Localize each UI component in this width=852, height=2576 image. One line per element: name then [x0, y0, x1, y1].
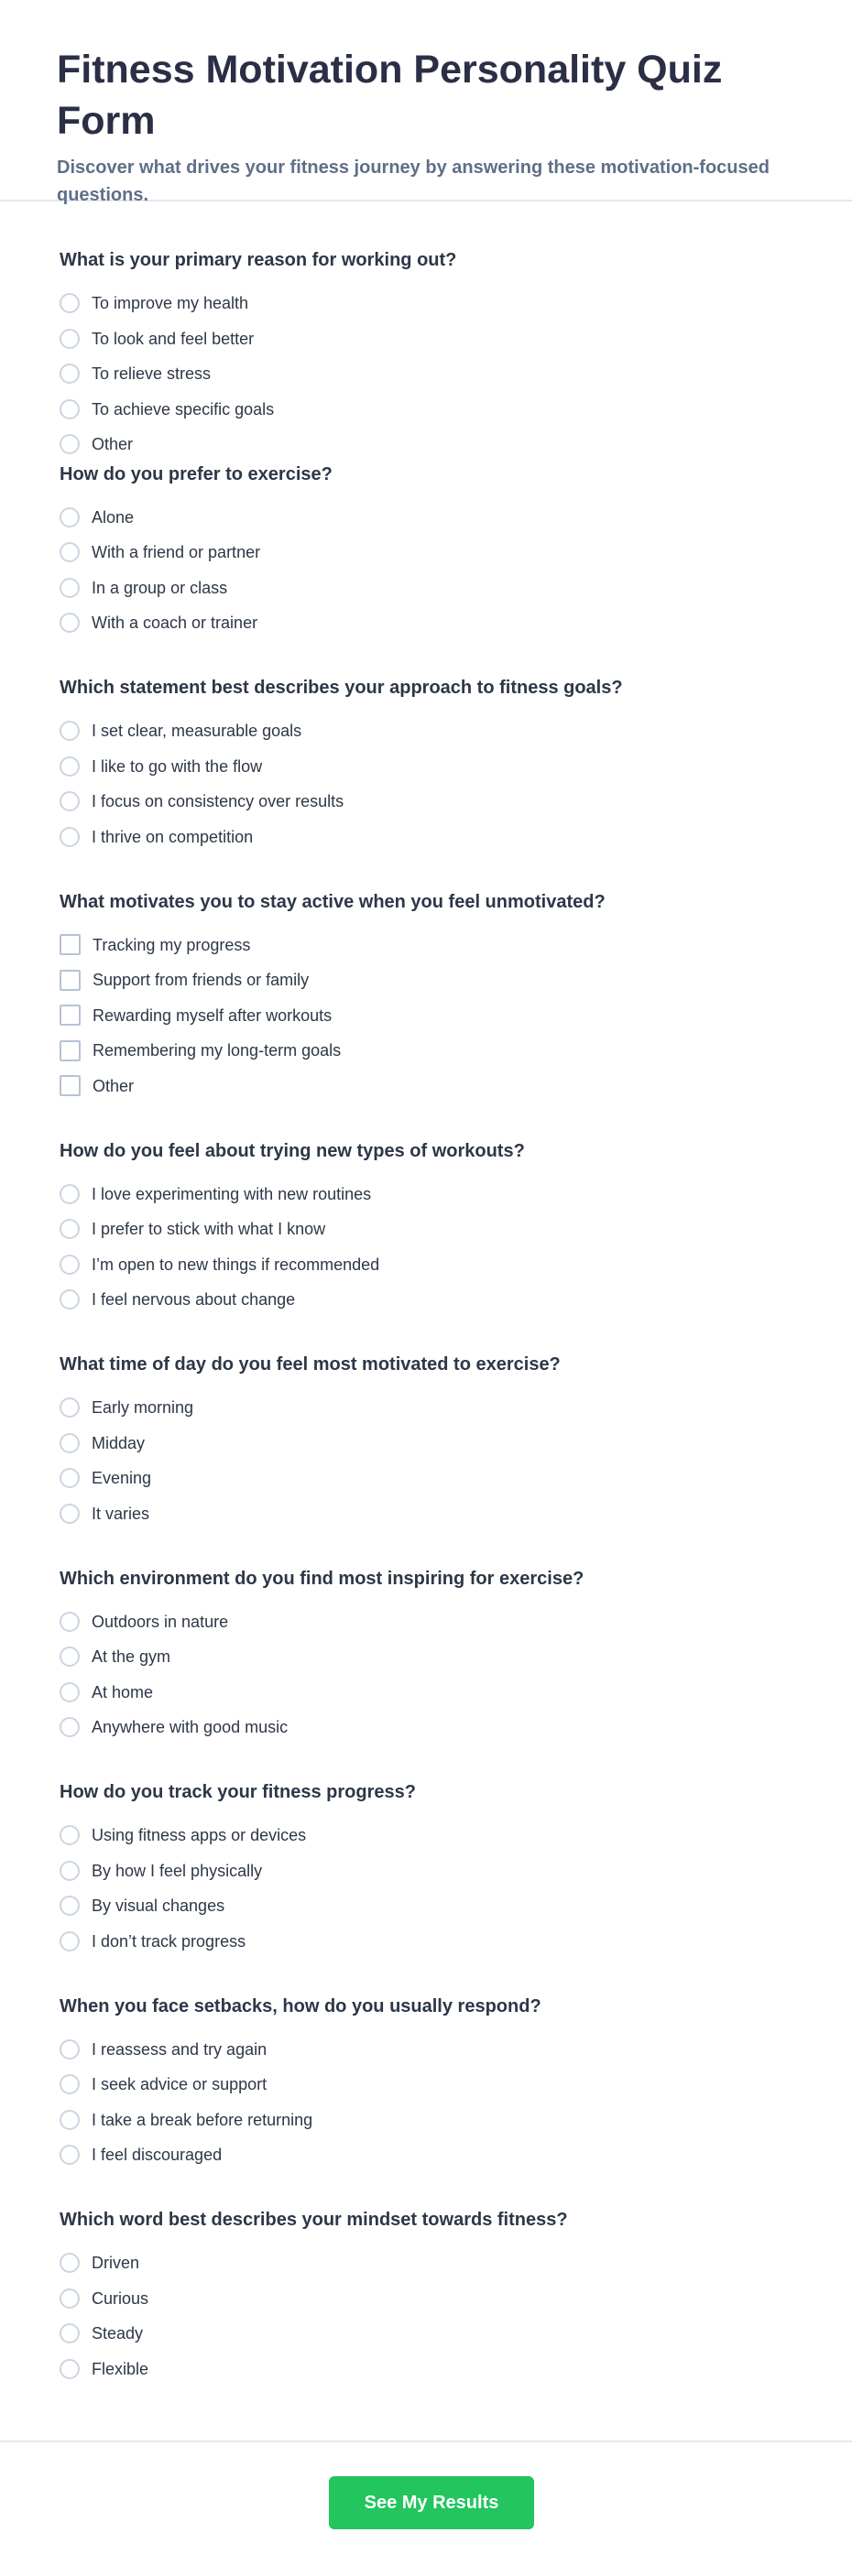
- option-label: I don’t track progress: [92, 1931, 246, 1951]
- radio-option[interactable]: [60, 392, 792, 428]
- radio-option[interactable]: [60, 427, 792, 462]
- page-title: Fitness Motivation Personality Quiz Form: [57, 48, 723, 143]
- radio-button[interactable]: [60, 1717, 80, 1737]
- radio-option[interactable]: [60, 1496, 792, 1532]
- radio-button[interactable]: [60, 791, 80, 811]
- question-stay-active-motivators: [60, 889, 792, 1138]
- radio-button[interactable]: [60, 613, 80, 633]
- question-new-workouts: [60, 1138, 792, 1353]
- option-label: To improve my health: [92, 294, 249, 313]
- checkbox-option[interactable]: [60, 1033, 792, 1069]
- option-label: At home: [92, 1682, 154, 1701]
- question-text: How do you feel about trying new types of workouts?: [60, 1140, 525, 1161]
- radio-option[interactable]: [60, 1924, 792, 1960]
- radio-button[interactable]: [60, 2039, 80, 2060]
- radio-button[interactable]: [60, 1468, 80, 1488]
- radio-option[interactable]: [60, 571, 792, 606]
- radio-option[interactable]: [60, 1426, 792, 1462]
- radio-button[interactable]: [60, 1682, 80, 1702]
- radio-option[interactable]: [60, 535, 792, 571]
- option-label: Anywhere with good music: [92, 1718, 289, 1737]
- radio-option[interactable]: [60, 2067, 792, 2103]
- radio-option[interactable]: [60, 1639, 792, 1675]
- question-text: When you face setbacks, how do you usually respond?: [60, 1995, 541, 2016]
- question-track-progress: [60, 1779, 792, 1994]
- option-label: I feel nervous about change: [92, 1290, 296, 1310]
- question-text: What time of day do you feel most motivated to exercise?: [60, 1354, 561, 1375]
- page-subtitle: Discover what drives your fitness journey by answering these motivation-focused questions.: [57, 158, 770, 205]
- question-environment: [60, 1566, 792, 1780]
- option-label: Driven: [92, 2254, 140, 2273]
- question-text: How do you prefer to exercise?: [60, 463, 333, 484]
- radio-option[interactable]: [60, 321, 792, 357]
- checkbox[interactable]: [60, 970, 81, 991]
- option-label: With a coach or trainer: [92, 614, 258, 633]
- radio-button[interactable]: [60, 756, 80, 777]
- option-label: Alone: [92, 507, 135, 527]
- radio-button[interactable]: [60, 1433, 80, 1453]
- radio-option[interactable]: [60, 1212, 792, 1247]
- question-text: How do you track your fitness progress?: [60, 1782, 416, 1802]
- radio-button[interactable]: [60, 1255, 80, 1275]
- option-label: Rewarding myself after workouts: [93, 1005, 333, 1025]
- option-label: To relieve stress: [92, 364, 212, 384]
- radio-option[interactable]: [60, 1853, 792, 1889]
- radio-button[interactable]: [60, 542, 80, 562]
- question-time-of-day: [60, 1352, 792, 1566]
- option-label: At the gym: [92, 1647, 171, 1667]
- form-header: [0, 0, 852, 205]
- checkbox[interactable]: [60, 934, 81, 955]
- option-label: Other: [92, 435, 134, 454]
- radio-button[interactable]: [60, 721, 80, 741]
- question-primary-reason: [60, 247, 792, 462]
- option-label: Curious: [92, 2288, 149, 2308]
- radio-option[interactable]: [60, 1461, 792, 1496]
- radio-option[interactable]: [60, 1282, 792, 1318]
- radio-button[interactable]: [60, 1184, 80, 1204]
- option-label: It varies: [92, 1504, 150, 1523]
- radio-option[interactable]: [60, 2137, 792, 2173]
- radio-button[interactable]: [60, 2110, 80, 2130]
- option-label: By how I feel physically: [92, 1861, 263, 1880]
- checkbox[interactable]: [60, 1075, 81, 1096]
- radio-button[interactable]: [60, 1397, 80, 1418]
- form-footer: [0, 2440, 852, 2576]
- option-label: I reassess and try again: [92, 2039, 268, 2059]
- checkbox[interactable]: [60, 1040, 81, 1061]
- questions-list: [0, 201, 852, 2421]
- radio-button[interactable]: [60, 364, 80, 384]
- radio-button[interactable]: [60, 2323, 80, 2343]
- option-label: I love experimenting with new routines: [92, 1184, 372, 1203]
- question-exercise-preference: [60, 462, 792, 676]
- radio-option[interactable]: [60, 1177, 792, 1212]
- radio-button[interactable]: [60, 293, 80, 313]
- option-label: Outdoors in nature: [92, 1612, 229, 1631]
- radio-button[interactable]: [60, 1612, 80, 1632]
- option-label: Midday: [92, 1433, 146, 1452]
- option-label: I focus on consistency over results: [92, 792, 344, 811]
- radio-button[interactable]: [60, 507, 80, 527]
- radio-button[interactable]: [60, 1219, 80, 1239]
- radio-option[interactable]: [60, 713, 792, 749]
- option-label: I prefer to stick with what I know: [92, 1220, 326, 1239]
- radio-button[interactable]: [60, 434, 80, 454]
- option-label: Flexible: [92, 2359, 149, 2378]
- radio-option[interactable]: [60, 2245, 792, 2281]
- question-mindset-word: [60, 2207, 792, 2421]
- radio-option[interactable]: [60, 500, 792, 536]
- radio-option[interactable]: [60, 2281, 792, 2317]
- radio-option[interactable]: [60, 2103, 792, 2138]
- option-label: I set clear, measurable goals: [92, 722, 302, 741]
- radio-option[interactable]: [60, 1710, 792, 1745]
- option-label: To achieve specific goals: [92, 399, 275, 418]
- radio-option[interactable]: [60, 1818, 792, 1853]
- radio-button[interactable]: [60, 1647, 80, 1667]
- option-label: Other: [93, 1076, 135, 1095]
- radio-option[interactable]: [60, 356, 792, 392]
- option-label: In a group or class: [92, 578, 228, 597]
- radio-button[interactable]: [60, 1504, 80, 1524]
- radio-button[interactable]: [60, 578, 80, 598]
- radio-option[interactable]: [60, 286, 792, 321]
- option-label: Tracking my progress: [93, 935, 251, 954]
- question-text: What motivates you to stay active when you feel unmotivated?: [60, 891, 606, 912]
- radio-button[interactable]: [60, 329, 80, 349]
- option-label: Support from friends or family: [93, 971, 310, 990]
- radio-button[interactable]: [60, 1931, 80, 1951]
- radio-option[interactable]: [60, 1390, 792, 1426]
- radio-button[interactable]: [60, 1896, 80, 1916]
- option-label: Using fitness apps or devices: [92, 1826, 307, 1845]
- radio-button[interactable]: [60, 2359, 80, 2379]
- option-label: With a friend or partner: [92, 543, 261, 562]
- radio-option[interactable]: [60, 2316, 792, 2352]
- question-text: What is your primary reason for working out?: [60, 250, 457, 270]
- checkbox-option[interactable]: [60, 928, 792, 963]
- checkbox-option[interactable]: [60, 998, 792, 1034]
- checkbox-option[interactable]: [60, 962, 792, 998]
- question-setbacks: [60, 1994, 792, 2208]
- radio-button[interactable]: [60, 1825, 80, 1845]
- radio-option[interactable]: [60, 2032, 792, 2068]
- radio-button[interactable]: [60, 1861, 80, 1881]
- radio-option[interactable]: [60, 1604, 792, 1640]
- question-text: Which environment do you find most inspiring for exercise?: [60, 1568, 584, 1589]
- radio-button[interactable]: [60, 2074, 80, 2094]
- checkbox[interactable]: [60, 1005, 81, 1026]
- radio-button[interactable]: [60, 827, 80, 847]
- question-text: Which statement best describes your approach to fitness goals?: [60, 678, 623, 698]
- question-goal-approach: [60, 675, 792, 889]
- option-label: I feel discouraged: [92, 2146, 223, 2165]
- radio-option[interactable]: [60, 749, 792, 785]
- radio-option[interactable]: [60, 1675, 792, 1711]
- radio-option[interactable]: [60, 605, 792, 641]
- option-label: I take a break before returning: [92, 2110, 313, 2129]
- radio-button[interactable]: [60, 2253, 80, 2273]
- option-label: I like to go with the flow: [92, 756, 263, 776]
- radio-option[interactable]: [60, 820, 792, 855]
- option-label: I’m open to new things if recommended: [92, 1255, 380, 1274]
- radio-option[interactable]: [60, 2352, 792, 2387]
- option-label: I thrive on competition: [92, 827, 254, 846]
- option-label: To look and feel better: [92, 329, 255, 348]
- see-results-button[interactable]: See My Results: [329, 2476, 534, 2529]
- radio-button[interactable]: [60, 399, 80, 419]
- radio-option[interactable]: [60, 1247, 792, 1283]
- checkbox-option[interactable]: [60, 1069, 792, 1104]
- radio-option[interactable]: [60, 1888, 792, 1924]
- option-label: By visual changes: [92, 1897, 225, 1916]
- radio-button[interactable]: [60, 2145, 80, 2165]
- radio-option[interactable]: [60, 784, 792, 820]
- radio-button[interactable]: [60, 2288, 80, 2309]
- option-label: I seek advice or support: [92, 2075, 268, 2094]
- option-label: Evening: [92, 1469, 152, 1488]
- option-label: Remembering my long-term goals: [93, 1041, 342, 1060]
- radio-button[interactable]: [60, 1289, 80, 1310]
- option-label: Early morning: [92, 1398, 194, 1418]
- question-text: Which word best describes your mindset towards fitness?: [60, 2210, 568, 2230]
- option-label: Steady: [92, 2324, 144, 2343]
